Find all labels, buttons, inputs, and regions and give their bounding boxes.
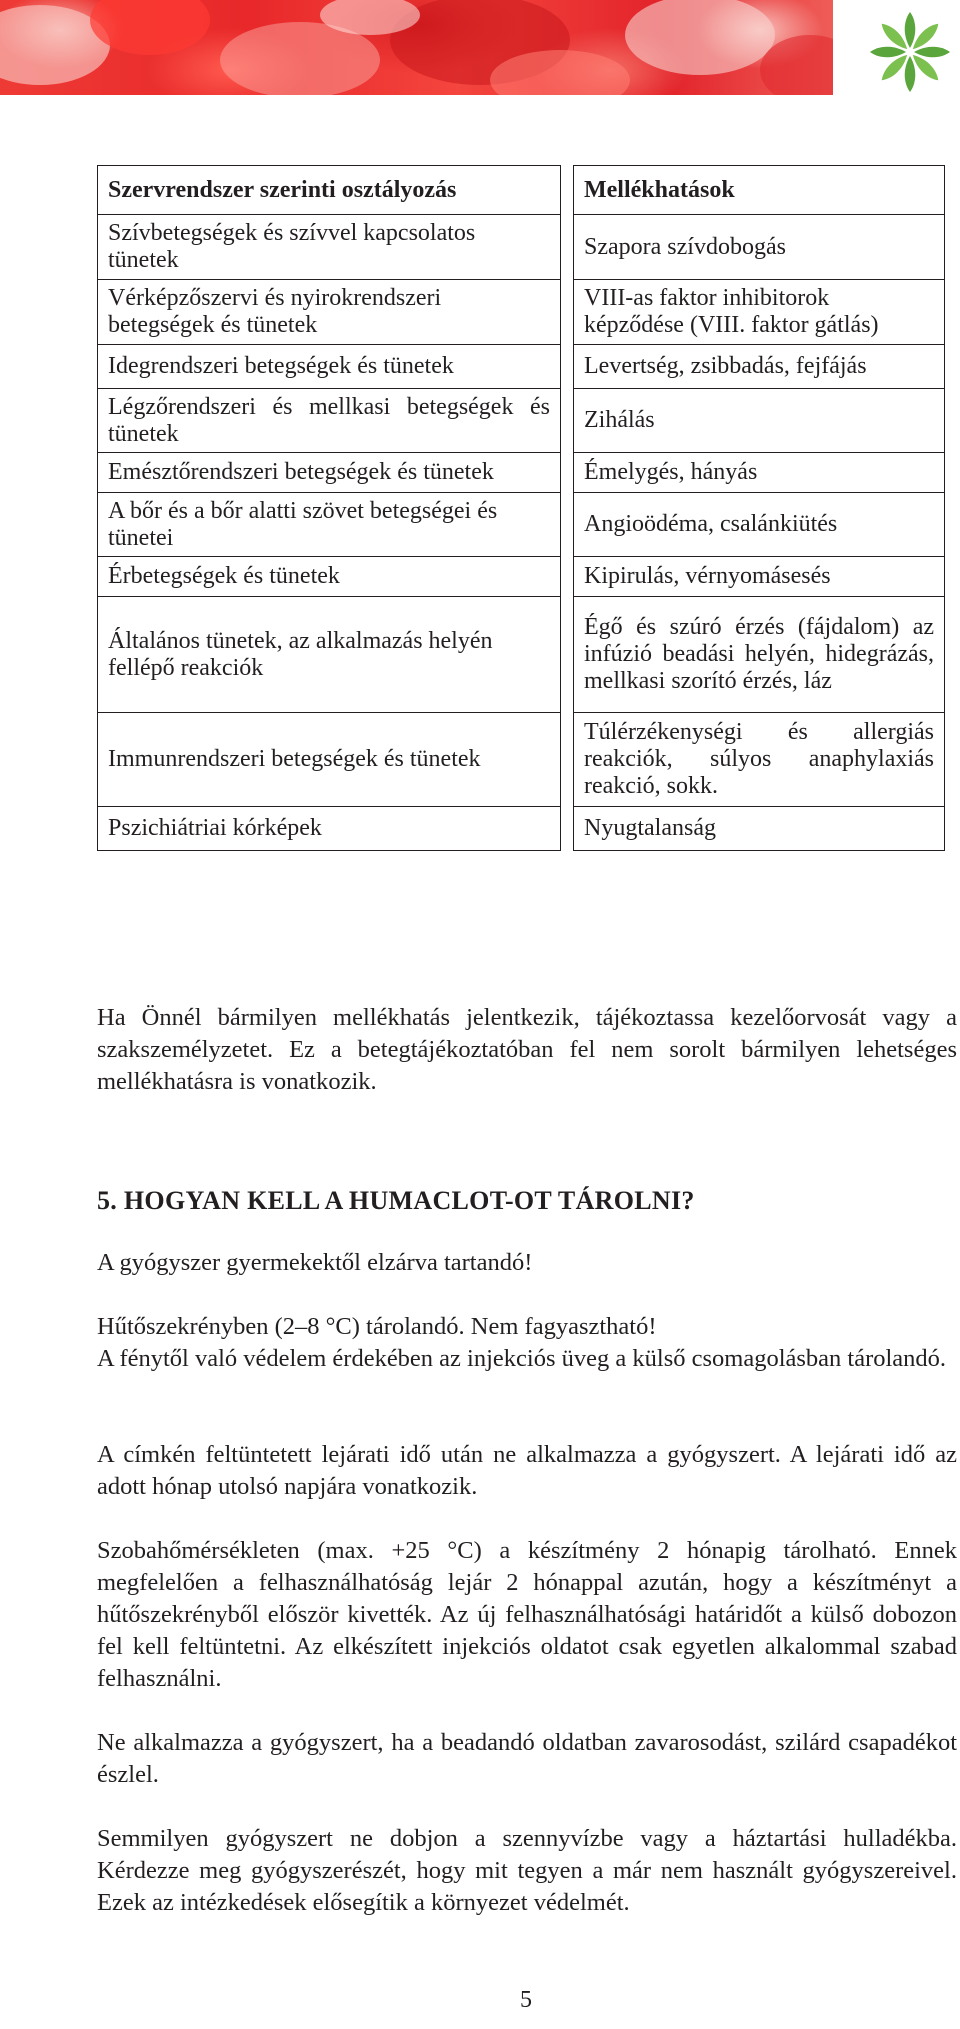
- table-header-row: [97, 165, 945, 215]
- table-row: [97, 280, 945, 345]
- side-effects-table: [97, 165, 957, 851]
- organ-system-cell: Emésztőrendszeri betegségek és tünetek: [97, 453, 561, 493]
- side-effect-cell: Émelygés, hányás: [573, 453, 945, 493]
- side-effect-cell: Nyugtalanság: [573, 807, 945, 851]
- table-row: [97, 713, 945, 807]
- table-row: [97, 807, 945, 851]
- header-side-effects: Mellékhatások: [573, 165, 945, 215]
- section-heading-storage: 5. HOGYAN KELL A HUMACLOT-OT TÁROLNI?: [97, 1186, 695, 1215]
- header-flower-banner: [0, 0, 833, 95]
- room-temperature-paragraph: Szobahőmérsékleten (max. +25 °C) a készítmény 2 hónapig tárolható. Ennek megfelelően a felhasználhatóság lejár 2 hónappal azután, hogy a készítményt a hűtőszekrényből először kivették. Az új felhasználhatósági határidőt a külső dobozon fel kell feltüntetni. Az elkészített injekciós oldatot csak egyetlen alkalommal szabad felhasználni.: [97, 1537, 957, 1692]
- side-effect-cell: Zihálás: [573, 389, 945, 453]
- side-effect-cell: Égő és szúró érzés (fájdalom) az infúzió beadási helyén, hidegrázás, mellkasi szorító érzés, láz: [573, 597, 945, 713]
- organ-system-cell: Általános tünetek, az alkalmazás helyén fellépő reakciók: [97, 597, 561, 713]
- side-effect-cell: Kipirulás, vérnyomásesés: [573, 557, 945, 597]
- fridge-storage-line: Hűtőszekrényben (2–8 °C) tárolandó. Nem fagyasztható!: [97, 1313, 657, 1340]
- organ-system-cell: A bőr és a bőr alatti szövet betegségei és tünetei: [97, 493, 561, 557]
- organ-system-cell: Légzőrendszeri és mellkasi betegségek és tünetek: [97, 389, 561, 453]
- side-effect-cell: Angioödéma, csalánkiütés: [573, 493, 945, 557]
- disposal-paragraph: Semmilyen gyógyszert ne dobjon a szennyvízbe vagy a háztartási hulladékba. Kérdezze meg gyógyszerészét, hogy mit tegyen a már nem használt gyógyszereivel. Ezek az intézkedések elősegítik a környezet védelmét.: [97, 1825, 957, 1916]
- organ-system-cell: Vérképzőszervi és nyirokrendszeri betegségek és tünetek: [97, 280, 561, 345]
- side-effect-cell: Szapora szívdobogás: [573, 215, 945, 280]
- table-row: [97, 215, 945, 280]
- organ-system-cell: Idegrendszeri betegségek és tünetek: [97, 345, 561, 389]
- report-side-effects-paragraph: Ha Önnél bármilyen mellékhatás jelentkezik, tájékoztassa kezelőorvosát vagy a szakszemélyzetet. Ez a betegtájékoztatóban fel nem sorolt bármilyen lehetséges mellékhatásra is vonatkozik.: [97, 1004, 957, 1095]
- table-row: [97, 389, 945, 453]
- side-effect-cell: Levertség, zsibbadás, fejfájás: [573, 345, 945, 389]
- side-effect-cell: Túlérzékenységi és allergiás reakciók, súlyos anaphylaxiás reakció, sokk.: [573, 713, 945, 807]
- table-row: [97, 557, 945, 597]
- children-warning-paragraph: A gyógyszer gyermekektől elzárva tartandó!: [97, 1249, 533, 1276]
- table-row: [97, 597, 945, 713]
- page-number: 5: [520, 1987, 532, 2013]
- organ-system-cell: Immunrendszeri betegségek és tünetek: [97, 713, 561, 807]
- expiry-paragraph: A címkén feltüntetett lejárati idő után ne alkalmazza a gyógyszert. A lejárati idő az adott hónap utolsó napjára vonatkozik.: [97, 1441, 957, 1500]
- table-row: [97, 493, 945, 557]
- header-organ-system: Szervrendszer szerinti osztályozás: [97, 165, 561, 215]
- organ-system-cell: Pszichiátriai kórképek: [97, 807, 561, 851]
- leaf-logo-icon: [868, 8, 952, 92]
- side-effect-cell: VIII-as faktor inhibitorok képződése (VIII. faktor gátlás): [573, 280, 945, 345]
- table-row: [97, 453, 945, 493]
- organ-system-cell: Érbetegségek és tünetek: [97, 557, 561, 597]
- table-row: [97, 345, 945, 389]
- light-protection-paragraph: A fénytől való védelem érdekében az injekciós üveg a külső csomagolásban tárolandó.: [97, 1345, 947, 1372]
- flower-petals-graphic: [0, 0, 833, 95]
- organ-system-cell: Szívbetegségek és szívvel kapcsolatos tünetek: [97, 215, 561, 280]
- turbidity-paragraph: Ne alkalmazza a gyógyszert, ha a beadandó oldatban zavarosodást, szilárd csapadékot észlel.: [97, 1729, 957, 1788]
